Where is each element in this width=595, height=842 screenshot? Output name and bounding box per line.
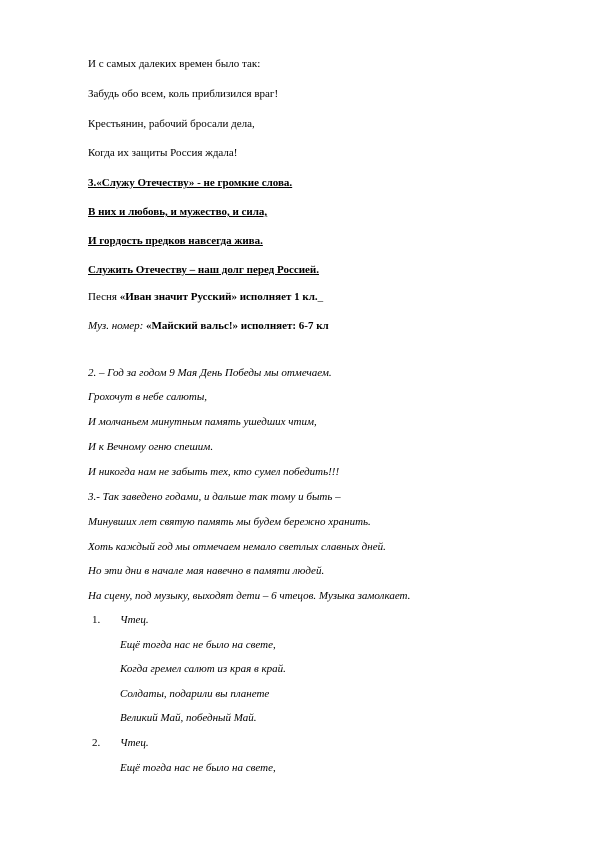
list-number: 1. bbox=[92, 614, 101, 626]
music-suffix: исполняет: 6-7 кл bbox=[237, 320, 329, 332]
text-line: Но эти дни в начале мая навечно в памяти людей. bbox=[88, 565, 325, 577]
verse-line: Ещё тогда нас не было на свете, bbox=[120, 639, 276, 651]
verse-line: Ещё тогда нас не было на свете, bbox=[120, 762, 276, 774]
bold-line: 3.«Служу Отечеству» - не громкие слова. bbox=[88, 177, 293, 189]
text-line: Забудь обо всем, коль приблизился враг! bbox=[88, 88, 279, 100]
text-line: И молчаньем минутным память ушедших чтим, bbox=[88, 416, 317, 428]
text-line: И к Вечному огню спешим. bbox=[88, 441, 214, 453]
verse-line: Великий Май, победный Май. bbox=[120, 712, 257, 724]
text-line: Грохочут в небе салюты, bbox=[88, 391, 208, 403]
bold-line: И гордость предков навсегда жива. bbox=[88, 235, 263, 247]
verse-line: Солдаты, подарили вы планете bbox=[120, 688, 270, 700]
music-title: «Майский вальс!» bbox=[146, 320, 238, 332]
song-tail: _ bbox=[317, 291, 324, 303]
text-line: И с самых далеких времен было так: bbox=[88, 58, 261, 70]
verse-line: Когда гремел салют из края в край. bbox=[120, 663, 286, 675]
text-line: Когда их защиты Россия ждала! bbox=[88, 147, 238, 159]
text-line: 3.- Так заведено годами, и дальше так тому и быть – bbox=[88, 491, 341, 503]
song-line bbox=[88, 290, 323, 304]
bold-line: В них и любовь, и мужество, и сила, bbox=[88, 206, 268, 218]
list-number: 2. bbox=[92, 737, 101, 749]
text-line: Хоть каждый год мы отмечаем немало светлых славных дней. bbox=[88, 541, 386, 553]
music-number-line bbox=[88, 319, 329, 333]
reader-label: Чтец. bbox=[120, 614, 149, 626]
song-title: «Иван значит Русский» bbox=[119, 291, 237, 303]
song-prefix: Песня bbox=[88, 291, 120, 303]
song-suffix: исполняет 1 кл. bbox=[236, 291, 318, 303]
text-line: 2. – Год за годом 9 Мая День Победы мы отмечаем. bbox=[88, 367, 332, 379]
bold-line: Служить Отечеству – наш долг перед Россией. bbox=[88, 264, 320, 276]
text-line: И никогда нам не забыть тех, кто сумел победить!!! bbox=[88, 466, 340, 478]
text-line: Крестьянин, рабочий бросали дела, bbox=[88, 118, 255, 130]
text-line: На сцену, под музыку, выходят дети – 6 чтецов. Музыка замолкает. bbox=[88, 590, 411, 602]
music-prefix: Муз. номер: bbox=[88, 320, 147, 332]
reader-label: Чтец. bbox=[120, 737, 149, 749]
text-line: Минувших лет святую память мы будем бережно хранить. bbox=[88, 516, 371, 528]
